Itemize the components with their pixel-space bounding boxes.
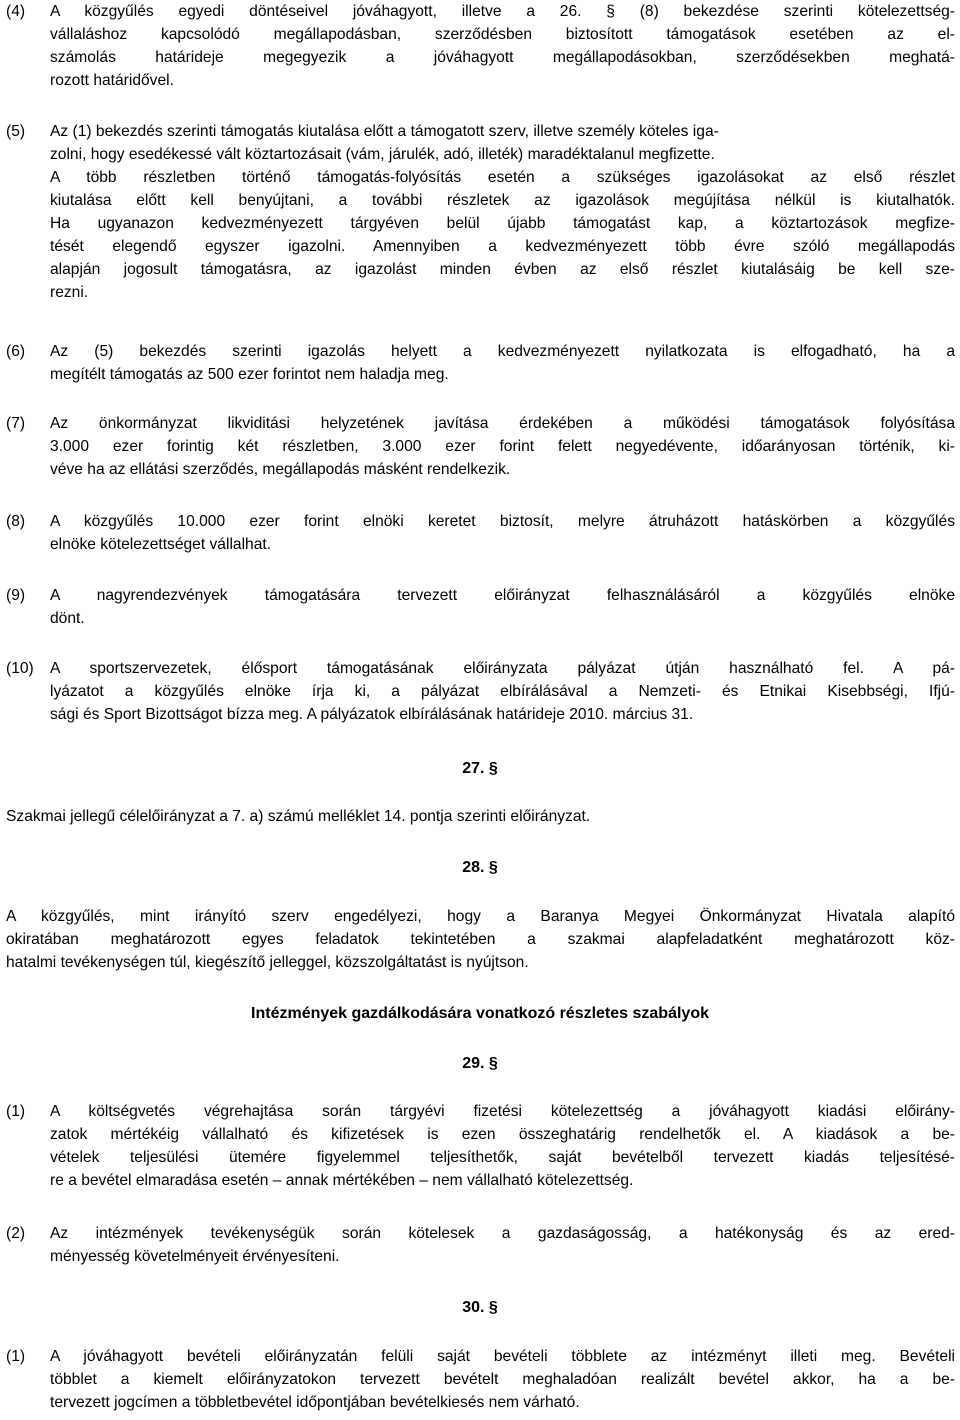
text-line: vállaláshoz kapcsolódó megállapodásban, szerződésben biztosított támogatások esetében az el- bbox=[50, 26, 955, 43]
section-title: Intézmények gazdálkodására vonatkozó részletes szabályok bbox=[251, 1005, 709, 1022]
text-line: sági és Sport Bizottságot bízza meg. A pályázatok elbírálásának határideje 2010. március 31. bbox=[50, 706, 694, 723]
text-line: lyázatot a közgyűlés elnöke írja ki, a pályázat elbírálásával a Nemzeti- és Etnikai Kisebbségi, Ifjú- bbox=[50, 683, 955, 700]
text-line: tervezett jogcímen a többletbevétel időpontjában bevételkiesés nem várható. bbox=[50, 1394, 580, 1411]
paragraph-text bbox=[50, 657, 955, 726]
text-line: Az önkormányzat likviditási helyzetének javítása érdekében a működési támogatások folyósítása bbox=[50, 415, 955, 432]
text-line: okiratában meghatározott egyes feladatok tekintetében a szakmai alapfeladatként meghatározott köz- bbox=[6, 931, 955, 948]
text-line: ményesség követelményeit érvényesíteni. bbox=[50, 1248, 340, 1265]
section-28-text bbox=[6, 905, 955, 974]
text-line: A közgyűlés egyedi döntéseivel jóváhagyott, illetve a 26. § (8) bekezdése szerinti kötelezettség- bbox=[50, 3, 955, 20]
text-line: elnöke kötelezettséget vállalhat. bbox=[50, 536, 272, 553]
paragraph-text bbox=[50, 510, 955, 556]
text-line: kiutalása előtt kell benyújtani, a további részletek az igazolások megújítása nélkül is kiutalhatók. bbox=[50, 192, 955, 209]
paragraph-number: (1) bbox=[6, 1103, 26, 1120]
text-line: A közgyűlés, mint irányító szerv engedélyezi, hogy a Baranya Megyei Önkormányzat Hivatala alapító bbox=[6, 908, 955, 925]
paragraph-number: (9) bbox=[6, 587, 26, 604]
paragraph-number: (4) bbox=[6, 3, 26, 20]
paragraph-number: (2) bbox=[6, 1225, 26, 1242]
text-line: A jóváhagyott bevételi előirányzatán felüli saját bevételi többlete az intézményt illeti meg. Bevételi bbox=[50, 1348, 955, 1365]
text-line: tését elegendő egyszer igazolni. Amennyiben a kedvezményezett több évre szóló megállapodás bbox=[50, 238, 955, 255]
text-line: számolás határideje megegyezik a jóváhagyott megállapodásokban, szerződésekben meghatá- bbox=[50, 49, 955, 66]
text-line: alapján jogosult támogatásra, az igazolást minden évben az első részlet kiutalásáig be kell sze- bbox=[50, 261, 955, 278]
section-heading-27: 27. § bbox=[462, 760, 498, 777]
paragraph-text bbox=[50, 340, 955, 386]
paragraph-text bbox=[50, 1100, 955, 1192]
paragraph-text bbox=[50, 0, 955, 92]
text-line: zatok mértékéig vállalható és kifizetések is ezen összeghatárig rendelhetők el. A kiadások a be- bbox=[50, 1126, 955, 1143]
text-line: A közgyűlés 10.000 ezer forint elnöki keretet biztosít, melyre átruházott hatáskörben a közgyűlés bbox=[50, 513, 955, 530]
paragraph-number: (6) bbox=[6, 343, 26, 360]
section-27-text bbox=[6, 805, 955, 828]
text-line: Az intézmények tevékenységük során kötelesek a gazdaságosság, a hatékonyság és az ered- bbox=[50, 1225, 955, 1242]
text-line: A költségvetés végrehajtása során tárgyévi fizetési kötelezettség a jóváhagyott kiadási előirány- bbox=[50, 1103, 955, 1120]
paragraph-number: (7) bbox=[6, 415, 26, 432]
text-line: vételek teljesülési ütemére figyelemmel teljesíthetők, saját bevételből tervezett kiadás teljesítésé- bbox=[50, 1149, 955, 1166]
text-line: Szakmai jellegű célelőirányzat a 7. a) számú melléklet 14. pontja szerinti előirányzat. bbox=[6, 808, 591, 825]
text-line: Az (5) bekezdés szerinti igazolás helyett a kedvezményezett nyilatkozata is elfogadható, ha a bbox=[50, 343, 955, 360]
text-line: re a bevétel elmaradása esetén – annak mértékében – nem vállalható kötelezettség. bbox=[50, 1172, 634, 1189]
paragraph-text bbox=[50, 1345, 955, 1414]
text-line: A nagyrendezvények támogatására tervezett előirányzat felhasználásáról a közgyűlés elnöke bbox=[50, 587, 955, 604]
paragraph-text bbox=[50, 412, 955, 481]
text-line: 3.000 ezer forintig két részletben, 3.000 ezer forint felett negyedévente, időarányosan történik, ki- bbox=[50, 438, 955, 455]
text-line: véve ha az ellátási szerződés, megállapodás másként rendelkezik. bbox=[50, 461, 511, 478]
text-line: A sportszervezetek, élősport támogatásának előirányzata pályázat útján használható fel. A pá- bbox=[50, 660, 955, 677]
text-line: Ha ugyanazon kedvezményezett tárgyéven belül újabb támogatást kap, a köztartozások megfize- bbox=[50, 215, 955, 232]
section-heading-30: 30. § bbox=[462, 1299, 498, 1316]
paragraph-text bbox=[50, 120, 955, 304]
paragraph-number: (8) bbox=[6, 513, 26, 530]
paragraph-number: (10) bbox=[6, 660, 34, 677]
text-line: Az (1) bekezdés szerinti támogatás kiutalása előtt a támogatott szerv, illetve személy köteles iga- bbox=[50, 123, 719, 140]
paragraph-text bbox=[50, 584, 955, 630]
text-line: A több részletben történő támogatás-folyósítás esetén a szükséges igazolásokat az első részlet bbox=[50, 169, 955, 186]
text-line: dönt. bbox=[50, 610, 85, 627]
section-heading-28: 28. § bbox=[462, 859, 498, 876]
section-heading-29: 29. § bbox=[462, 1055, 498, 1072]
text-line: hatalmi tevékenységen túl, kiegészítő jelleggel, közszolgáltatást is nyújtson. bbox=[6, 954, 529, 971]
text-line: rezni. bbox=[50, 284, 89, 301]
paragraph-text bbox=[50, 1222, 955, 1268]
text-line: zolni, hogy esedékessé vált köztartozásait (vám, járulék, adó, illeték) maradéktalanul megfizette. bbox=[50, 146, 715, 163]
paragraph-number: (5) bbox=[6, 123, 26, 140]
text-line: rozott határidővel. bbox=[50, 72, 174, 89]
text-line: többlet a kiemelt előirányzatokon tervezett bevételt meghaladóan realizált bevétel akkor, ha a be- bbox=[50, 1371, 955, 1388]
paragraph-number: (1) bbox=[6, 1348, 26, 1365]
text-line: megítélt támogatás az 500 ezer forintot nem haladja meg. bbox=[50, 366, 449, 383]
